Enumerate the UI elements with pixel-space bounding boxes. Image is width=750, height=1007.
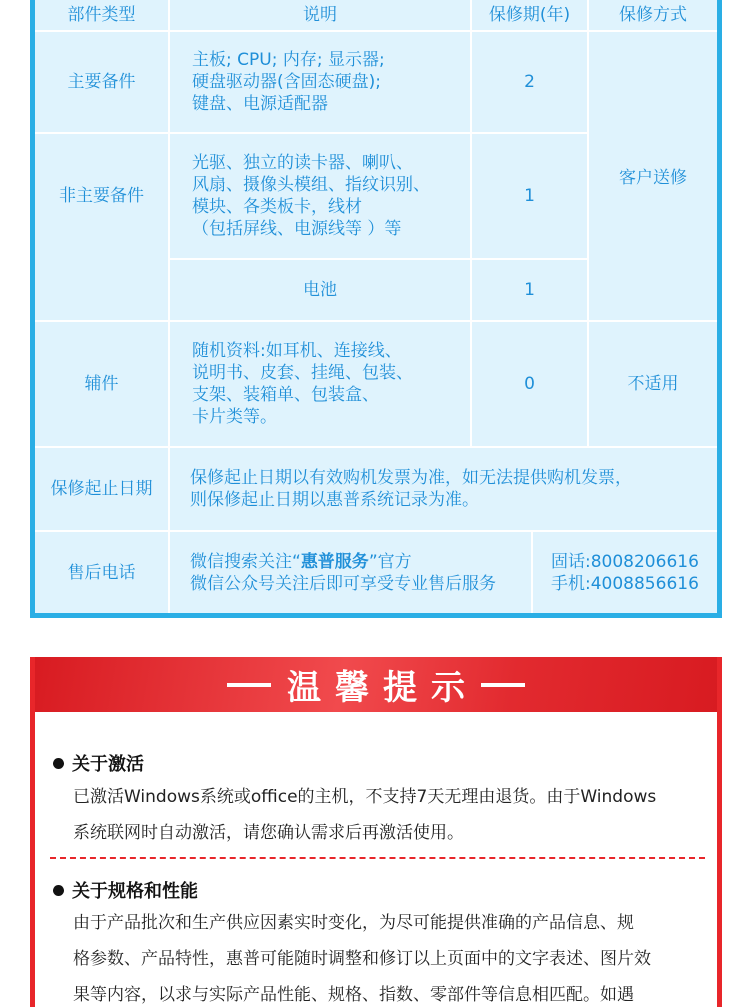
warranty-date-description: [170, 448, 717, 530]
non-main-parts-period: [472, 134, 587, 258]
desc-line: 模块、各类板卡，线材: [192, 197, 362, 217]
main-parts-period: [472, 32, 587, 132]
warranty-table-grid: [35, 0, 717, 613]
accessories-type: [35, 322, 168, 446]
desc-line: （包括屏线、电源线等 ）等: [192, 219, 402, 239]
tips-body: [35, 712, 717, 1007]
text-line: 已激活Windows系统或office的主机，不支持7天无理由退货。由于Windows: [73, 787, 657, 807]
phone-numbers: [533, 532, 717, 613]
wechat-prefix: 微信搜索关注“: [190, 551, 301, 572]
header-label: 说明: [303, 5, 337, 25]
heading-text: 关于激活: [72, 754, 144, 775]
cell-text: 2: [524, 72, 535, 92]
battery-period: [472, 260, 587, 320]
repair-method-customer-send: [589, 32, 717, 320]
non-main-parts-type: [35, 134, 168, 320]
specs-heading: [53, 877, 198, 903]
header-repair-method: [589, 0, 717, 30]
accessories-description: [170, 322, 470, 446]
landline-number: 固话:8008206616: [551, 551, 699, 572]
cell-text: 主要备件: [67, 72, 136, 92]
dashed-divider: [50, 857, 705, 859]
text-line: 由于产品批次和生产供应因素实时变化，为尽可能提供准确的产品信息、规: [73, 913, 634, 933]
mobile-number: 手机:4008856616: [551, 573, 699, 594]
wechat-suffix: ”官方: [368, 551, 412, 572]
desc-line: 则保修起止日期以惠普系统记录为准。: [190, 490, 479, 510]
text-line: 系统联网时自动激活，请您确认需求后再激活使用。: [73, 823, 464, 843]
header-label: 部件类型: [67, 5, 136, 25]
wechat-service-info: [170, 532, 531, 613]
cell-text: 辅件: [84, 374, 119, 394]
tips-panel: [30, 657, 722, 1007]
desc-line: 风扇、摄像头模组、指纹识别、: [192, 175, 430, 195]
desc-line: 主板; CPU; 内存; 显示器;: [192, 50, 385, 70]
cell-text: 客户送修: [619, 168, 687, 188]
header-part-type: [35, 0, 168, 30]
wechat-line-2: 微信公众号关注后即可享受专业售后服务: [190, 573, 496, 594]
header-label: 保修方式: [619, 5, 687, 25]
header-description: [170, 0, 470, 30]
bullet-icon: [53, 885, 64, 896]
header-warranty-period: [472, 0, 587, 30]
activation-heading: [53, 750, 144, 776]
warranty-date-label: [35, 448, 168, 530]
warranty-table: [30, 0, 722, 618]
text-line: 格参数、产品特性，惠普可能随时调整和修订以上页面中的文字表述、图片效: [73, 949, 651, 969]
cell-text: 售后电话: [67, 562, 136, 583]
tips-banner: [35, 657, 717, 712]
battery-description: [170, 260, 470, 320]
desc-line: 硬盘驱动器(含固态硬盘);: [192, 72, 381, 92]
desc-line: 随机资料:如耳机、连接线、: [192, 341, 402, 361]
cell-text: 1: [524, 186, 535, 206]
title-dash-right: [481, 683, 525, 687]
title-dash-left: [227, 683, 271, 687]
wechat-account-name: 惠普服务: [300, 551, 369, 572]
header-label: 保修期(年): [488, 5, 571, 25]
activation-text: [73, 779, 713, 851]
tips-title: [211, 660, 541, 709]
cell-text: 不适用: [627, 374, 679, 394]
cell-text: 0: [524, 374, 535, 394]
heading-text: 关于规格和性能: [72, 881, 198, 902]
main-parts-description: [170, 32, 470, 132]
bullet-icon: [53, 758, 64, 769]
cell-text: 保修起止日期: [50, 479, 153, 499]
desc-line: 卡片类等。: [192, 407, 277, 427]
specs-text: [73, 905, 713, 1007]
accessories-period: [472, 322, 587, 446]
main-parts-type: [35, 32, 168, 132]
text-line: 果等内容，以求与实际产品性能、规格、指数、零部件等信息相匹配。如遇: [73, 985, 634, 1005]
wechat-line-1: [190, 551, 496, 573]
accessories-method: [589, 322, 717, 446]
service-phone-label: [35, 532, 168, 613]
non-main-parts-description: [170, 134, 470, 258]
desc-line: 说明书、皮套、挂绳、包装、: [192, 363, 413, 383]
desc-line: 支架、装箱单、包装盒、: [192, 385, 379, 405]
desc-line: 光驱、独立的读卡器、喇叭、: [192, 153, 413, 173]
tips-title-text: 温馨提示: [287, 668, 479, 708]
cell-text: 电池: [303, 280, 337, 300]
cell-text: 1: [524, 280, 535, 300]
desc-line: 键盘、电源适配器: [192, 94, 328, 114]
cell-text: 非主要备件: [59, 186, 144, 206]
desc-line: 保修起止日期以有效购机发票为准，如无法提供购机发票，: [190, 468, 632, 488]
